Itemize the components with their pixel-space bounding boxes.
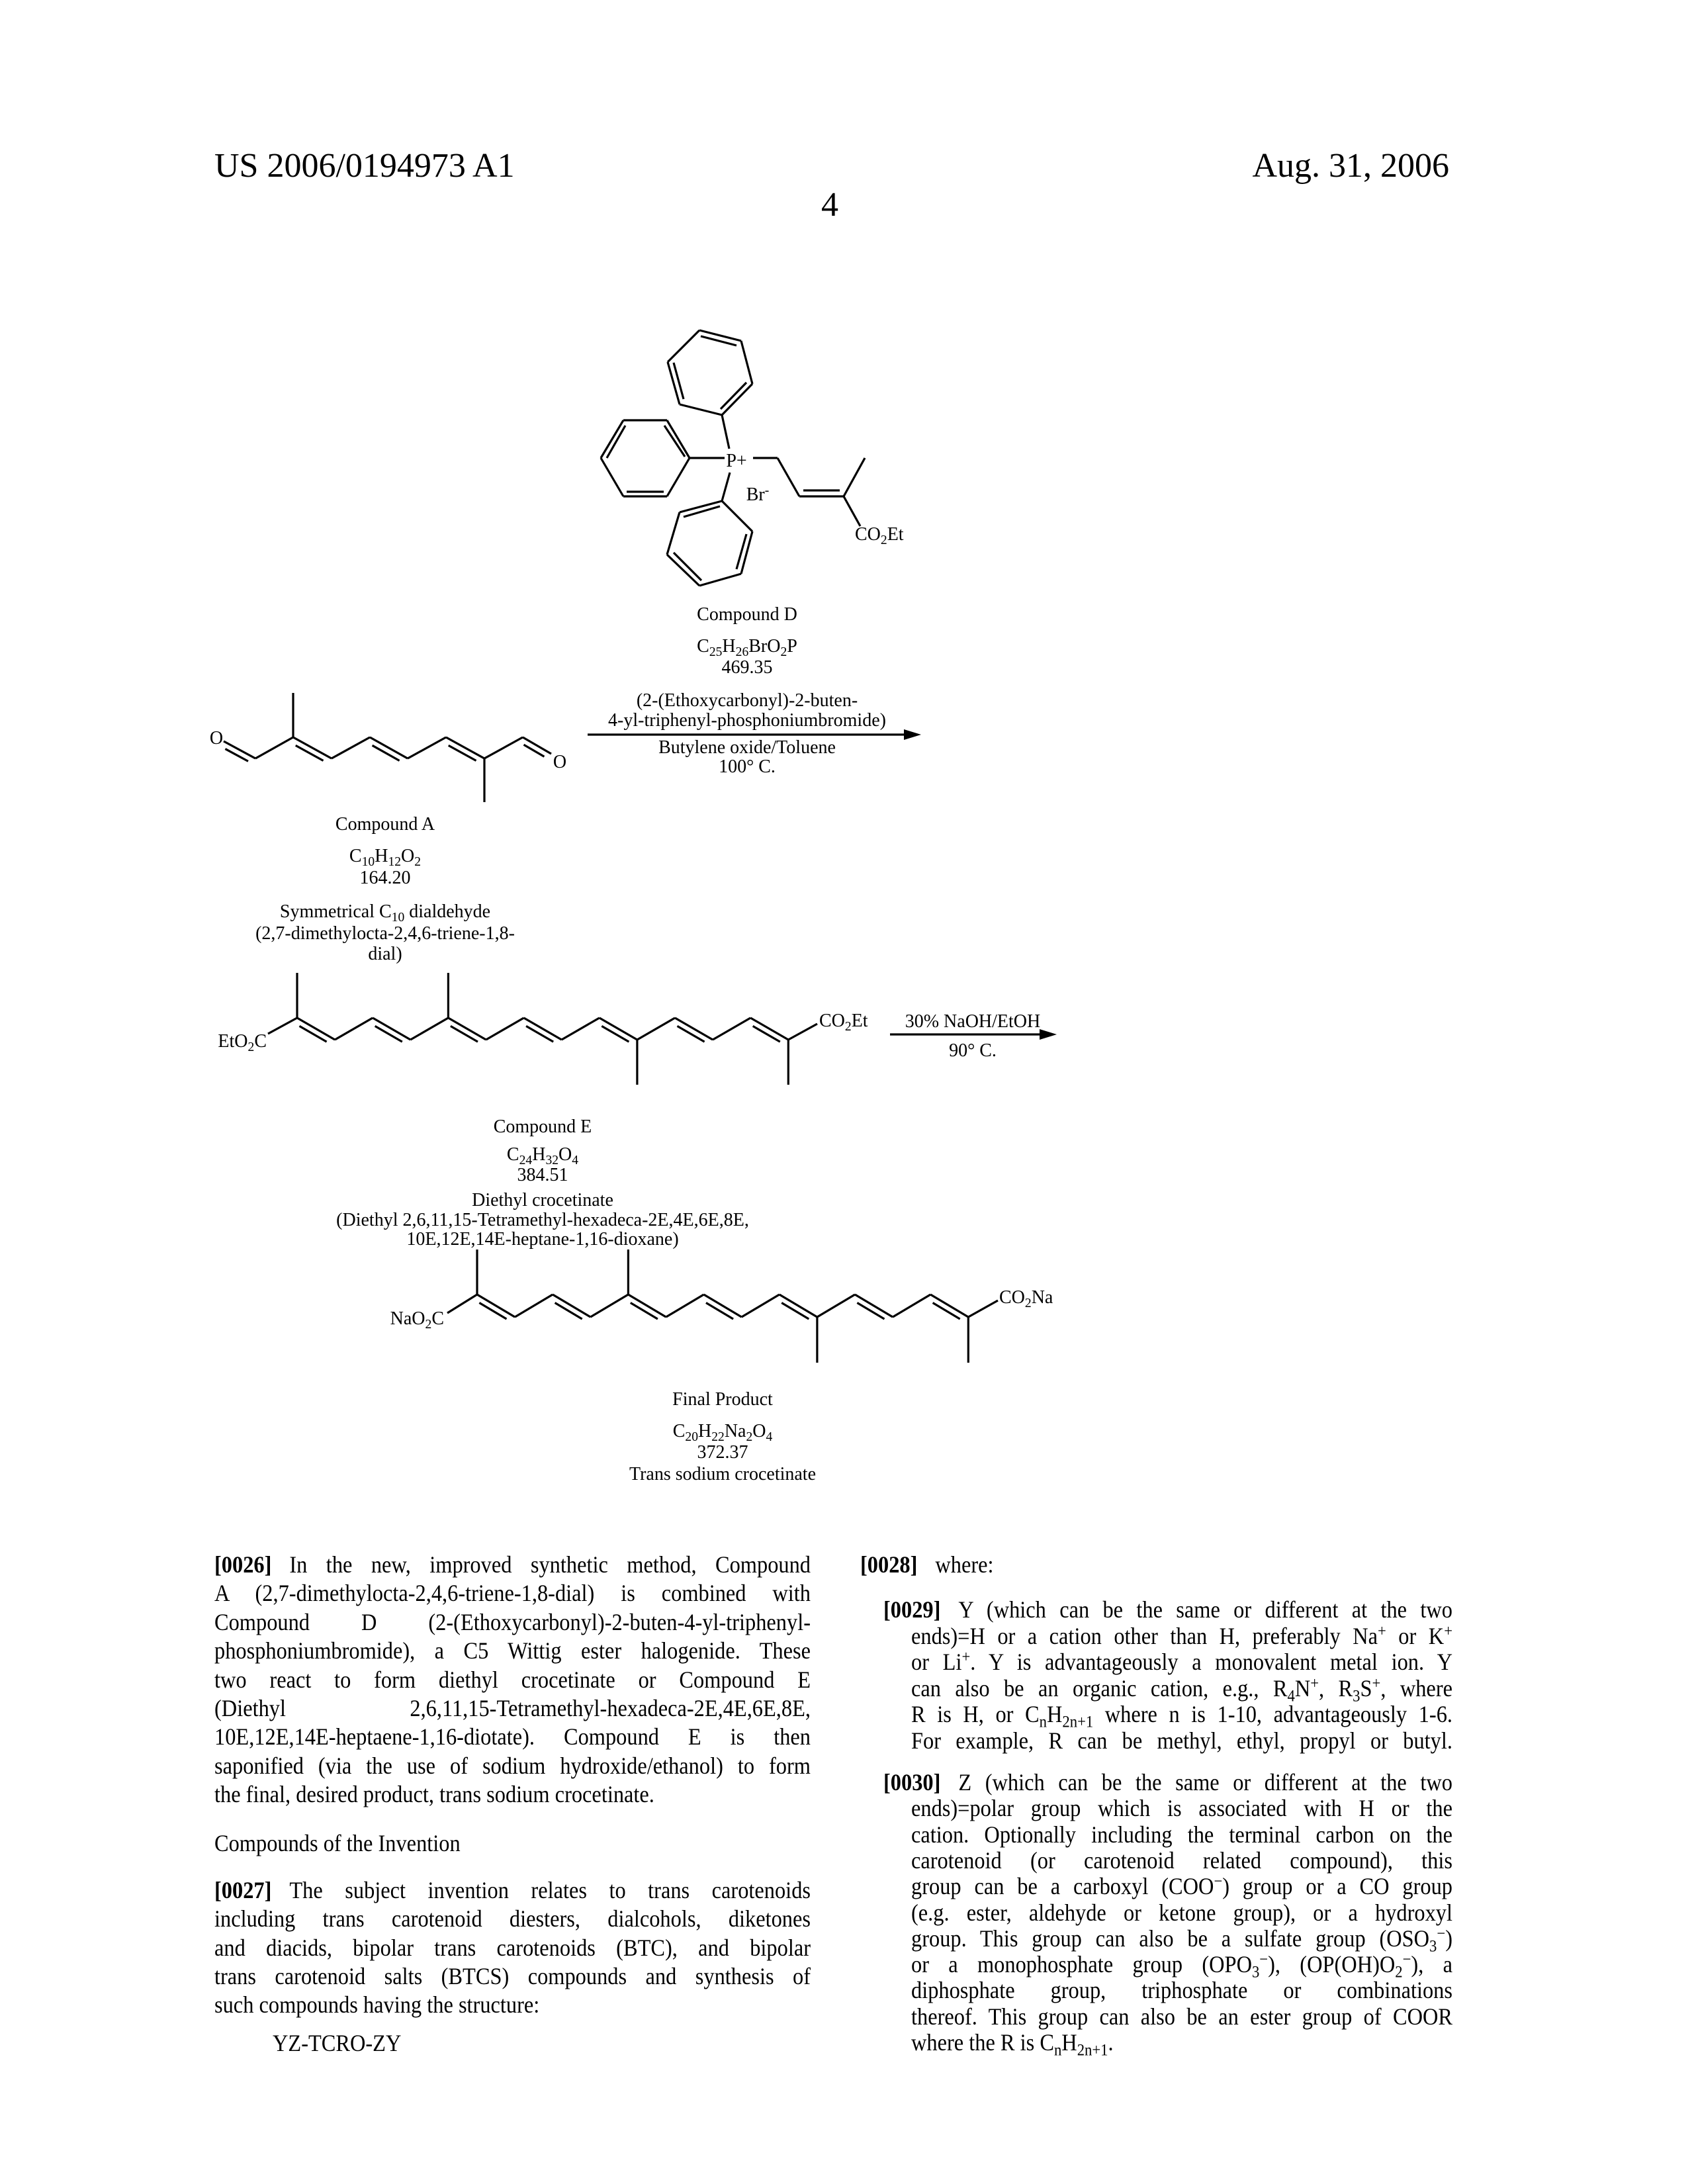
- paragraph-0026-line: [214, 1751, 811, 1780]
- compound-e-single-bond: [713, 1018, 750, 1040]
- compound-e-name: 10E,12E,14E-heptane-1,16-dioxane): [406, 1229, 678, 1250]
- subscript: 25: [709, 645, 723, 659]
- phenyl-ring-bottom-inner-bond: [674, 553, 701, 580]
- text-segment: H: [722, 636, 735, 657]
- double-bond-inner: [706, 1302, 733, 1318]
- carboxylate-group-left: [390, 1308, 444, 1330]
- text-segment: two react to form diethyl crocetinate or Compound E: [214, 1666, 811, 1693]
- text-segment: For example, R can be methyl, ethyl, propyl or butyl.: [911, 1727, 1452, 1754]
- subscript: 12: [388, 855, 401, 869]
- reagent-name-line: (2-(Ethoxycarbonyl)-2-buten-: [637, 690, 858, 711]
- text-segment: saponified (via the use of sodium hydroxide/ethanol) to form: [214, 1752, 811, 1779]
- superscript: −: [1259, 1951, 1268, 1969]
- paragraph-0027-line: [214, 1933, 811, 1962]
- subscript: 2: [881, 533, 887, 547]
- compound-a-name: (2,7-dimethylocta-2,4,6-triene-1,8-: [255, 923, 515, 944]
- text-segment: ends)=polar group which is associated with H or the: [911, 1795, 1452, 1821]
- structure-formula: [273, 2028, 537, 2058]
- double-bond-inner: [299, 1026, 326, 1042]
- paragraph-0030-line: [911, 1794, 1452, 1823]
- compound-e-single-bond: [335, 1018, 373, 1040]
- paragraph-0027-line: [214, 1904, 811, 1933]
- phenyl-ring-left-bond: [601, 420, 623, 458]
- text-segment: A (2,7-dimethylocta-2,4,6-triene-1,8-dial) is combined with: [214, 1580, 811, 1606]
- text-segment: Symmetrical C: [280, 901, 392, 922]
- text-segment: phosphoniumbromide), a C5 Wittig ester halogenide. These: [214, 1637, 811, 1664]
- text-segment: including trans carotenoid diesters, dialcohols, diketones: [214, 1905, 811, 1932]
- superscript: +: [1444, 1622, 1452, 1640]
- subscript: 2: [414, 855, 421, 869]
- phenyl-ring-bottom-inner-bond: [684, 506, 720, 517]
- text-segment: Et: [852, 1011, 868, 1031]
- ester-group-right: [819, 1011, 868, 1032]
- phenyl-ring-top-bond: [741, 341, 752, 384]
- compound-a-label: Compound A: [335, 814, 435, 835]
- compound-e-mw: 384.51: [517, 1165, 568, 1186]
- text-segment: C: [349, 846, 362, 866]
- text-segment: where the R is C: [911, 2029, 1054, 2056]
- text-segment: YZ-TCRO-ZY: [273, 2030, 401, 2056]
- compound-d-mw: 469.35: [722, 657, 773, 678]
- subscript: 2: [845, 1020, 852, 1034]
- subscript: 26: [736, 645, 749, 659]
- subscript: 4: [1288, 1687, 1295, 1705]
- subscript: 10: [362, 855, 375, 869]
- paragraph-0030-line: [911, 2002, 1452, 2031]
- final-product-single-bond: [515, 1295, 553, 1317]
- text-segment: The subject invention relates to trans carotenoids: [289, 1877, 811, 1903]
- subscript: 20: [685, 1430, 698, 1444]
- subscript: 2: [248, 1040, 255, 1054]
- text-segment: trans carotenoid salts (BTCS) compounds and synthesis of: [214, 1963, 811, 1989]
- patent-page: [0, 0, 1694, 2184]
- double-bond-inner: [555, 1302, 582, 1318]
- text-segment: Compounds of the Invention: [214, 1830, 461, 1856]
- double-bond-inner: [526, 1026, 553, 1042]
- phenyl-ring-bottom-bond: [741, 531, 752, 574]
- paragraph-number: [0027]: [214, 1877, 271, 1903]
- ester-bond: [844, 496, 860, 526]
- subscript: 10: [392, 911, 405, 925]
- paragraph-0026-line: [214, 1694, 811, 1723]
- compound-a-single-bond: [255, 737, 293, 758]
- double-bond-inner: [677, 1026, 704, 1042]
- compound-e-name: Diethyl crocetinate: [472, 1190, 613, 1211]
- phenyl-ring-bottom-inner-bond: [736, 534, 746, 569]
- final-product-single-bond: [817, 1295, 855, 1317]
- compound-a-single-bond: [484, 737, 523, 758]
- paragraph-0029-line: [883, 1595, 1452, 1624]
- text-segment: Et: [887, 524, 904, 545]
- text-segment: C: [431, 1308, 444, 1329]
- final-product-single-bond: [666, 1295, 704, 1317]
- phenyl-ring-left-inner-bond: [664, 426, 685, 457]
- text-segment: EtO: [218, 1031, 247, 1052]
- paragraph-0030-line: [911, 2028, 1452, 2057]
- text-segment: . Y is advantageously a monovalent metal ion. Y: [970, 1649, 1452, 1675]
- text-segment: ) group or a CO group: [1222, 1873, 1452, 1899]
- text-segment: where n is 1-10, advantageously 1-6.: [1093, 1701, 1452, 1727]
- text-segment: 10E,12E,14E-heptaene-1,16-diotate). Compound E is then: [214, 1723, 811, 1750]
- phenyl-ring-top-bond: [668, 362, 680, 404]
- paragraph-0026-line: [214, 1636, 811, 1665]
- superscript: +: [961, 1649, 970, 1666]
- section-heading: [214, 1829, 811, 1858]
- subscript: 2: [1395, 1964, 1402, 1981]
- paragraph-0026-line: [214, 1608, 811, 1637]
- text-segment: C: [507, 1144, 519, 1165]
- double-bond-inner: [781, 1302, 809, 1318]
- text-segment: CO: [819, 1011, 845, 1031]
- text-segment: CO: [999, 1287, 1025, 1308]
- double-bond-inner: [857, 1302, 884, 1318]
- double-bond-inner: [225, 749, 248, 762]
- text-segment: In the new, improved synthetic method, Compound: [289, 1551, 811, 1578]
- subscript: 24: [519, 1154, 533, 1167]
- text-segment: , where: [1380, 1675, 1452, 1702]
- compound-e-formula: [507, 1144, 578, 1165]
- phenyl-ring-top-bond: [668, 330, 699, 362]
- compound-e-single-bond: [486, 1018, 524, 1040]
- subscript: 4: [766, 1430, 773, 1444]
- text-segment: Na: [725, 1421, 746, 1441]
- text-segment: the final, desired product, trans sodium crocetinate.: [214, 1781, 654, 1807]
- compound-e-label: Compound E: [494, 1116, 592, 1138]
- subscript: 22: [711, 1430, 725, 1444]
- compound-e-end-bond: [788, 1024, 817, 1040]
- text-segment: group. This group can also be a sulfate group (OSO: [911, 1925, 1429, 1952]
- compound-e-name: (Diethyl 2,6,11,15-Tetramethyl-hexadeca-2E,4E,6E,8E,: [336, 1210, 749, 1231]
- paragraph-0029-line: [911, 1700, 1452, 1729]
- text-segment: H: [532, 1144, 545, 1165]
- superscript: −: [1437, 1925, 1445, 1942]
- compound-e-end-bond: [268, 1018, 297, 1034]
- text-segment: (e.g. ester, aldehyde or ketone group), or a hydroxyl: [911, 1899, 1452, 1926]
- phenyl-ring-bottom-bond: [699, 574, 741, 586]
- final-product-name: Trans sodium crocetinate: [629, 1464, 816, 1485]
- subscript: 2n+1: [1077, 2042, 1108, 2060]
- double-bond-inner: [296, 745, 324, 760]
- text-segment: such compounds having the structure:: [214, 1991, 539, 2018]
- patent-number: US 2006/0194973 A1: [214, 146, 515, 186]
- phosphonium-atom-label: P+: [726, 451, 746, 472]
- subscript: 2: [425, 1318, 432, 1332]
- phenyl-ring-top-inner-bond: [721, 383, 746, 409]
- text-segment: carotenoid (or carotenoid related compound), this: [911, 1847, 1452, 1874]
- text-segment: thereof. This group can also be an ester group of COOR: [911, 2003, 1452, 2030]
- paragraph-0029-line: [911, 1621, 1452, 1651]
- text-segment: H: [375, 846, 388, 866]
- paragraph-0029-line: [911, 1674, 1452, 1703]
- final-product-single-bond: [893, 1295, 930, 1317]
- text-segment: or K: [1386, 1623, 1444, 1649]
- reaction2-temperature: 90° C.: [949, 1040, 997, 1062]
- paragraph-0030-line: [883, 1768, 1452, 1797]
- text-segment: H: [698, 1421, 711, 1441]
- phenyl-ring-bottom-bond: [667, 512, 680, 555]
- compound-d-label: Compound D: [697, 604, 797, 625]
- final-product-end-bond: [447, 1295, 477, 1313]
- subscript: 2n+1: [1062, 1713, 1093, 1731]
- paragraph-0030-line: [911, 1846, 1452, 1875]
- double-bond-inner: [602, 1026, 629, 1042]
- paragraph-0026-line: [214, 1780, 811, 1809]
- phenyl-ring-left-bond: [667, 420, 690, 458]
- final-product-mw: 372.37: [697, 1442, 748, 1463]
- paragraph-0030-line: [911, 1872, 1452, 1901]
- paragraph-0027-line: [214, 1876, 811, 1905]
- compound-a-name: dial): [368, 944, 402, 965]
- paragraph-0027-line: [214, 1962, 811, 1991]
- text-segment: O: [401, 846, 414, 866]
- text-segment: Z (which can be the same or different at the two: [958, 1769, 1452, 1796]
- text-segment: C: [673, 1421, 686, 1441]
- text-segment: ), (OP(OH)O: [1268, 1951, 1395, 1978]
- paragraph-number: [0026]: [214, 1551, 271, 1578]
- text-segment: where:: [935, 1551, 993, 1578]
- carboxylate-group-right: [999, 1287, 1053, 1308]
- butenyl-bond: [778, 458, 799, 496]
- compound-a-single-bond: [408, 737, 446, 758]
- text-segment: ): [1445, 1925, 1452, 1952]
- paragraph-number: [0028]: [860, 1551, 917, 1578]
- text-segment: ), a: [1411, 1951, 1452, 1978]
- text-segment: group can be a carboxyl (COO: [911, 1873, 1214, 1899]
- subscript: n: [1040, 1713, 1047, 1731]
- text-segment: R is H, or C: [911, 1701, 1040, 1727]
- text-segment: Compound D (2-(Ethoxycarbonyl)-2-buten-4-yl-triphenyl-: [214, 1609, 811, 1635]
- superscript: -: [765, 484, 770, 498]
- text-segment: or a monophosphate group (OPO: [911, 1951, 1252, 1978]
- text-segment: can also be an organic cation, e.g., R: [911, 1675, 1288, 1702]
- text-segment: Na: [1032, 1287, 1053, 1308]
- compound-e-single-bond: [410, 1018, 448, 1040]
- subscript: 3: [1353, 1687, 1360, 1705]
- text-segment: O: [752, 1421, 766, 1441]
- paragraph-number: [0029]: [883, 1596, 940, 1623]
- phenyl-ring-top-bond: [722, 384, 752, 415]
- subscript: 2: [1025, 1297, 1032, 1310]
- paragraph-0026-line: [214, 1550, 811, 1579]
- ester-group-left: [218, 1031, 267, 1052]
- double-bond-inner: [451, 1026, 478, 1042]
- text-segment: and diacids, bipolar trans carotenoids (BTC), and bipolar: [214, 1934, 811, 1961]
- text-segment: , R: [1319, 1675, 1353, 1702]
- paragraph-0029-line: [911, 1647, 1452, 1676]
- superscript: +: [1378, 1622, 1386, 1640]
- phenyl-ring-left-bond: [667, 458, 690, 496]
- p-phenyl-bond: [722, 473, 730, 501]
- superscript: +: [1310, 1674, 1319, 1692]
- phenyl-ring-left-bond: [601, 458, 623, 496]
- text-segment: dialdehyde: [404, 901, 490, 922]
- subscript: n: [1054, 2042, 1061, 2060]
- paragraph-0029-line: [911, 1726, 1452, 1755]
- subscript: 3: [1252, 1964, 1259, 1981]
- page-number: 4: [821, 185, 838, 225]
- p-phenyl-bond: [722, 415, 729, 449]
- text-segment: .: [1108, 2029, 1114, 2056]
- paragraph-0030-line: [911, 1820, 1452, 1849]
- text-segment: diphosphate group, triphosphate or combinations: [911, 1977, 1452, 2003]
- superscript: −: [1214, 1873, 1222, 1891]
- methyl-bond: [844, 458, 865, 496]
- final-product-end-bond: [968, 1300, 998, 1317]
- double-bond-inner: [523, 745, 544, 756]
- reaction-arrow-2-head: [1040, 1029, 1057, 1040]
- oxygen-atom-label: O: [553, 752, 566, 773]
- reagent-name-line: 4-yl-triphenyl-phosphoniumbromide): [608, 710, 886, 731]
- paragraph-0030-line: [911, 1924, 1452, 1953]
- paragraph-0026-line: [214, 1578, 811, 1608]
- phenyl-ring-top-bond: [699, 330, 741, 341]
- text-segment: cation. Optionally including the terminal carbon on the: [911, 1821, 1452, 1848]
- superscript: +: [1372, 1674, 1381, 1692]
- text-segment: S: [1360, 1675, 1372, 1702]
- compound-a-name: [280, 901, 490, 923]
- text-segment: P: [787, 636, 797, 657]
- subscript: 2: [780, 645, 787, 659]
- text-segment: or Li: [911, 1649, 961, 1675]
- paragraph-number: [0030]: [883, 1769, 940, 1796]
- ester-group-label: [855, 524, 904, 545]
- compound-a-single-bond: [332, 737, 370, 758]
- final-product-label: Final Product: [672, 1389, 773, 1410]
- paragraph-0026-line: [214, 1722, 811, 1751]
- final-product-formula: [673, 1421, 773, 1442]
- phenyl-ring-top-bond: [680, 404, 722, 415]
- text-segment: N: [1295, 1675, 1310, 1702]
- compound-a-mw: 164.20: [360, 868, 411, 889]
- text-segment: H: [1047, 1701, 1062, 1727]
- compound-e-single-bond: [562, 1018, 600, 1040]
- final-product-single-bond: [590, 1295, 628, 1317]
- text-segment: C: [254, 1031, 267, 1052]
- paragraph-0030-line: [911, 1976, 1452, 2005]
- text-segment: CO: [855, 524, 881, 545]
- double-bond-inner: [753, 1026, 780, 1042]
- final-product-single-bond: [742, 1295, 780, 1317]
- superscript: −: [1403, 1951, 1411, 1969]
- paragraph-0026-line: [214, 1665, 811, 1694]
- double-bond-inner: [449, 745, 476, 760]
- paragraph-0030-line: [911, 1950, 1452, 1979]
- reaction-temperature: 100° C.: [719, 756, 776, 778]
- phenyl-ring-bottom-bond: [667, 555, 699, 586]
- text-segment: BrO: [748, 636, 780, 657]
- text-segment: (Diethyl 2,6,11,15-Tetramethyl-hexadeca-2E,4E,6E,8E,: [214, 1695, 811, 1721]
- compound-e-single-bond: [637, 1018, 675, 1040]
- compound-a-formula: [349, 846, 421, 867]
- reaction-arrow-1-head: [904, 729, 921, 740]
- paragraph-0028: [860, 1550, 1257, 1579]
- oxygen-atom-label: O: [210, 728, 223, 749]
- text-segment: Y (which can be the same or different at the two: [958, 1596, 1452, 1623]
- subscript: 32: [545, 1154, 558, 1167]
- text-segment: Br: [746, 484, 765, 505]
- phenyl-ring-top-inner-bond: [674, 363, 684, 399]
- double-bond-inner: [375, 1026, 402, 1042]
- paragraph-0030-line: [911, 1898, 1452, 1927]
- reaction2-reagent: 30% NaOH/EtOH: [905, 1011, 1041, 1032]
- subscript: 4: [572, 1154, 578, 1167]
- reaction-conditions: Butylene oxide/Toluene: [658, 737, 836, 758]
- bromide-label: [746, 484, 770, 506]
- text-segment: H: [1061, 2029, 1077, 2056]
- paragraph-0027-line: [214, 1990, 811, 2019]
- text-segment: NaO: [390, 1308, 425, 1329]
- double-bond-inner: [479, 1302, 506, 1318]
- publication-date: Aug. 31, 2006: [1252, 146, 1449, 186]
- text-segment: C: [697, 636, 709, 657]
- compound-d-formula: [697, 636, 797, 657]
- double-bond-inner: [631, 1302, 658, 1318]
- text-segment: O: [558, 1144, 572, 1165]
- double-bond-inner: [933, 1302, 960, 1318]
- text-segment: ends)=H or a cation other than H, preferably Na: [911, 1623, 1378, 1649]
- subscript: 3: [1429, 1937, 1437, 1955]
- double-bond-inner: [373, 745, 400, 760]
- subscript: 2: [746, 1430, 752, 1444]
